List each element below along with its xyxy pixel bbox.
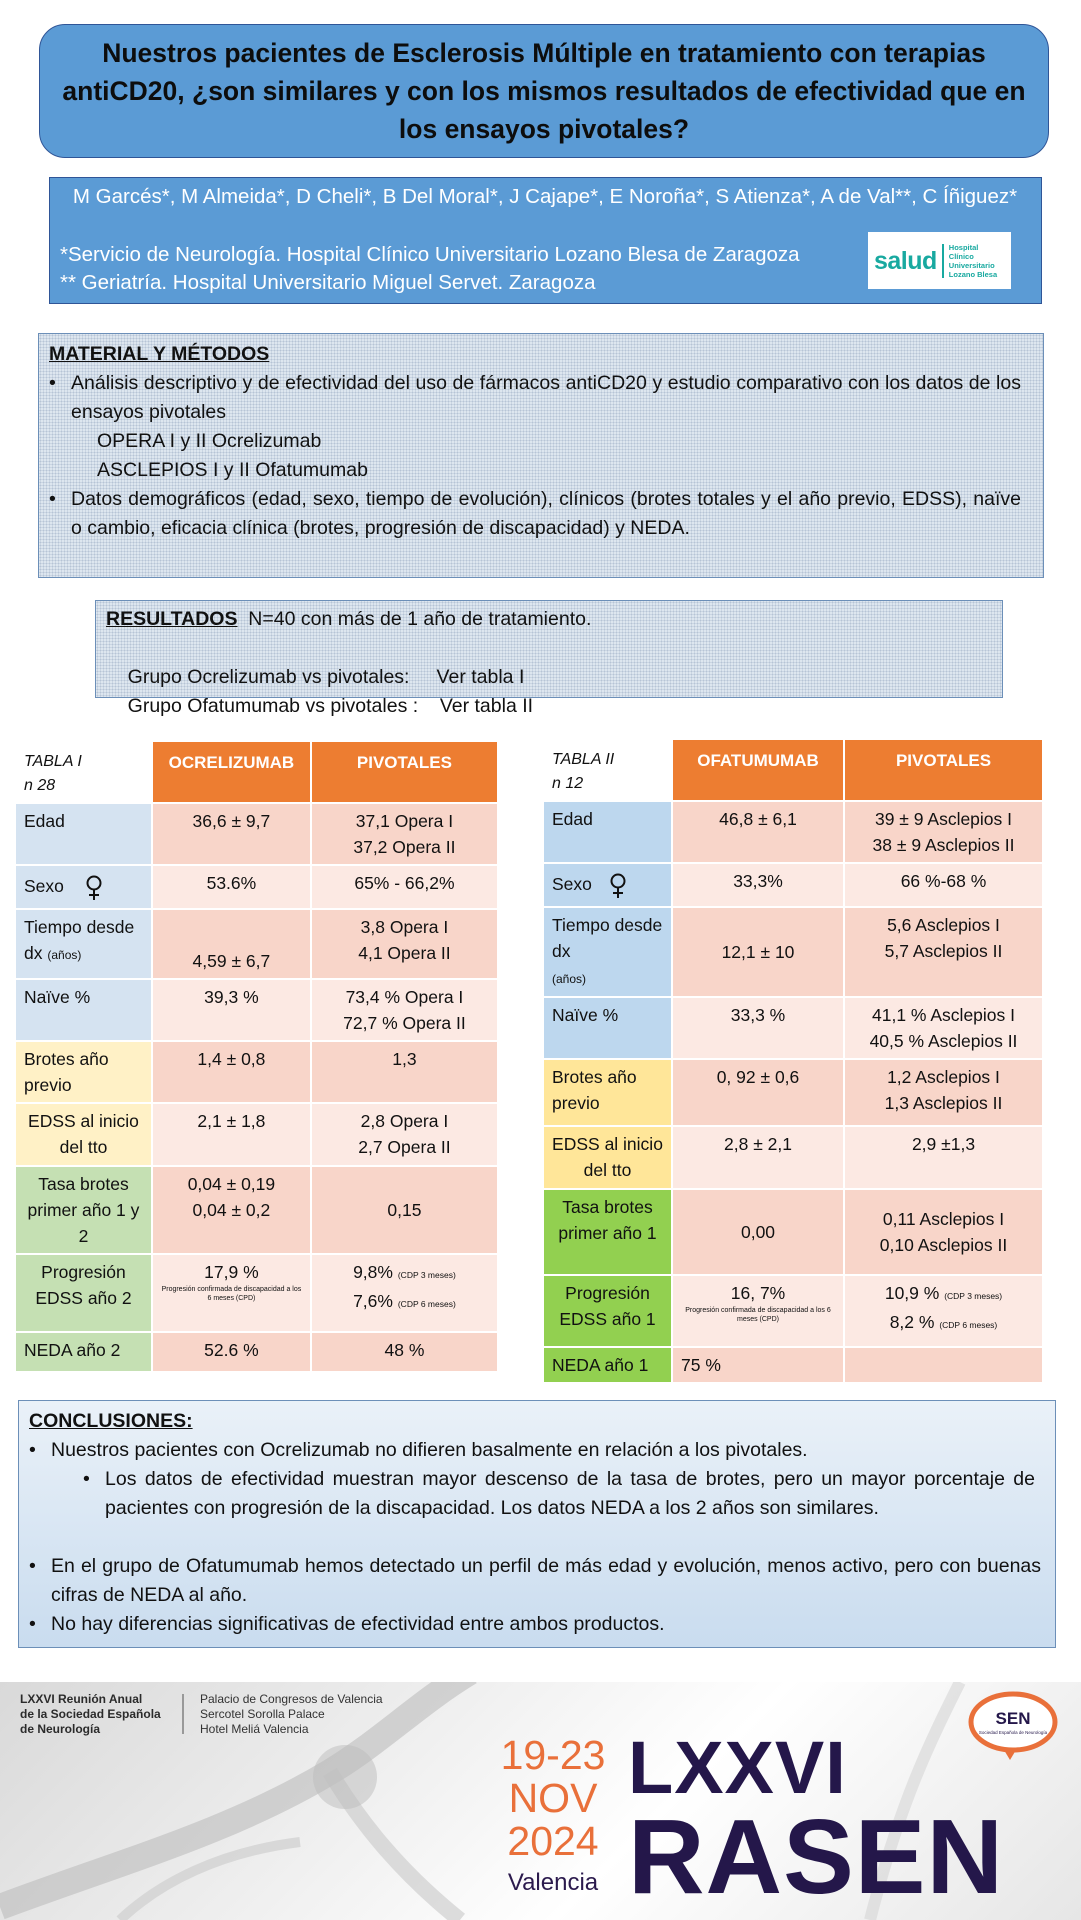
cell-value (672, 1275, 844, 1347)
cell-value (311, 1254, 498, 1332)
cell-value: 2,9 ±1,3 (844, 1126, 1043, 1189)
cell-line: 41,1 % Asclepios I (872, 1005, 1015, 1025)
cell-note: (CDP 3 meses) (944, 1291, 1003, 1301)
results-line-1 (106, 605, 591, 634)
table-row (543, 1189, 1043, 1275)
authors-banner (49, 177, 1042, 304)
cell-value (844, 907, 1043, 997)
results-title: RESULTADOS (106, 608, 238, 630)
author-names: M Garcés*, M Almeida*, D Cheli*, B Del Moral*, J Cajape*, E Noroña*, S Atienza*, A de Val**, C Íñiguez* (72, 185, 1018, 208)
table-caption (15, 741, 152, 803)
meeting-line-1: LXXVI Reunión Anual (20, 1692, 143, 1706)
cell-value (152, 1166, 311, 1254)
table-row (15, 979, 498, 1041)
cell-value (844, 997, 1043, 1059)
cell-value: 75 % (672, 1347, 844, 1383)
row-label (15, 865, 152, 909)
poster-title: Nuestros pacientes de Esclerosis Múltiple en tratamiento con terapias antiCD20, ¿son similares y con los mismos resultados de efectividad que en los ensayos pivotales? (62, 38, 1026, 144)
column-header: PIVOTALES (311, 741, 498, 803)
table-row (15, 909, 498, 979)
cell-line: 40,5 % Asclepios II (869, 1031, 1018, 1051)
cell-value (844, 1059, 1043, 1126)
methods-bullet-2 (41, 485, 1031, 543)
cell-line: 37,1 Opera I (355, 811, 454, 831)
cell-line: 39 ± 9 Asclepios I (874, 809, 1013, 829)
row-label: NEDA año 2 (15, 1332, 152, 1372)
row-label: Edad (543, 801, 672, 863)
cell-value (844, 801, 1043, 863)
cell-value (311, 803, 498, 865)
conclusions-section (18, 1400, 1056, 1648)
cell-value: 0, 92 ± 0,6 (672, 1059, 844, 1126)
cell-line: 9,8% (353, 1262, 393, 1282)
table-header-row (543, 739, 1043, 801)
cell-value (152, 1254, 311, 1332)
cell-line: 1,2 Asclepios I (887, 1067, 1000, 1087)
row-label-unit: (años) (47, 948, 82, 962)
meeting-line-3: de Neurología (20, 1722, 101, 1736)
methods-trial-asclepios: ASCLEPIOS I y II Ofatumumab (97, 459, 368, 481)
cell-line: 0,11 Asclepios I (882, 1209, 1005, 1229)
cell-value: 33,3 % (672, 997, 844, 1059)
cell-value: 0,00 (672, 1189, 844, 1275)
salud-logo-word: salud (874, 246, 937, 275)
venue-3: Hotel Meliá Valencia (200, 1722, 309, 1736)
cell-value: 39,3 % (152, 979, 311, 1041)
table-row (15, 1254, 498, 1332)
row-label: Progresión EDSS año 1 (543, 1275, 672, 1347)
conclusion-bullet-1-text (51, 1436, 808, 1465)
cell-value: 33,3% (672, 863, 844, 907)
methods-section (38, 333, 1044, 578)
conclusion-drug-ofatumumab: Ofatumumab (186, 1555, 299, 1577)
caption-line-1: TABLA I (24, 753, 82, 770)
row-label: Brotes año previo (15, 1041, 152, 1103)
cell-value (844, 1189, 1043, 1275)
table-row (543, 907, 1043, 997)
table-row (543, 1126, 1043, 1189)
cell-value (311, 1103, 498, 1166)
row-label (543, 863, 672, 907)
results-line-3-prefix: Grupo (127, 695, 182, 717)
caption-line-1: TABLA II (552, 751, 615, 768)
sen-logo-icon (964, 1688, 1062, 1762)
row-label: Naïve % (15, 979, 152, 1041)
cell-line: 72,7 % Opera II (343, 1013, 466, 1033)
table-row (15, 1103, 498, 1166)
row-label (543, 907, 672, 997)
footer-divider (182, 1694, 184, 1734)
row-label-text: Sexo (24, 876, 64, 897)
table-row (15, 1041, 498, 1103)
logo-line-2: Clínico (948, 251, 974, 261)
cell-value: 65% - 66,2% (311, 865, 498, 909)
cell-line: 17,9 % (204, 1262, 259, 1282)
cell-value: 66 %-68 % (844, 863, 1043, 907)
table-row (543, 1275, 1043, 1347)
table-row (15, 1166, 498, 1254)
cell-value: 48 % (311, 1332, 498, 1372)
row-label-text: Sexo (552, 874, 592, 895)
event-city: Valencia (507, 1869, 599, 1896)
column-header: OFATUMUMAB (672, 739, 844, 801)
conclusion-bullet-3-text (51, 1552, 1041, 1610)
cell-value: 1,4 ± 0,8 (152, 1041, 311, 1103)
conclusions-title: CONCLUSIONES: (29, 1410, 193, 1432)
conclusion-bullet-1 (21, 1436, 1041, 1465)
cell-value: 4,59 ± 6,7 (152, 909, 311, 979)
conclusion-bullet-2 (75, 1465, 1045, 1523)
cell-value (844, 1275, 1043, 1347)
cell-note: (CDP 6 meses) (397, 1299, 456, 1309)
meeting-name (20, 1692, 161, 1737)
conclusion-bullet-3 (21, 1552, 1041, 1610)
event-edition: LXXVI (628, 1726, 847, 1809)
methods-title: MATERIAL Y MÉTODOS (49, 343, 270, 365)
cell-value: 0,15 (311, 1166, 498, 1254)
methods-bullet-2-text: Datos demográficos (edad, sexo, tiempo de evolución), clínicos (brotes totales y el año previo, EDSS), naïve o cambio, eficacia clínica (brotes, progresión de discapacidad) y NEDA. (71, 488, 1021, 539)
affiliation-2: ** Geriatría. Hospital Universitario Miguel Servet. Zaragoza (60, 271, 596, 294)
cell-note: Progresión confirmada de discapacidad a los 6 meses (CPD) (685, 1307, 831, 1323)
salud-logo-divider (942, 244, 944, 278)
salud-logo-hospital (949, 243, 997, 279)
conclusion-3-suffix: hemos detectado un perfil de más edad y evolución, menos activo, pero con buenas cifras de NEDA al año. (51, 1555, 1042, 1606)
row-label: Naïve % (543, 997, 672, 1059)
conclusion-1-prefix: Nuestros pacientes con (51, 1439, 255, 1461)
cell-line: 8,2 % (889, 1312, 935, 1332)
conclusion-bullet-4 (21, 1610, 1041, 1639)
sen-logo-text: SEN (995, 1709, 1031, 1728)
venues-list (200, 1692, 383, 1737)
cell-value: 2,1 ± 1,8 (152, 1103, 311, 1166)
bullet-icon: • (29, 1439, 36, 1461)
cell-value: 2,8 ± 2,1 (672, 1126, 844, 1189)
cell-note: (CDP 3 meses) (397, 1270, 456, 1280)
congress-footer-banner (0, 1682, 1081, 1920)
results-line-3-suffix: vs pivotales : Ver tabla II (305, 695, 534, 717)
methods-bullet-1-text: Análisis descriptivo y de efectividad del uso de fármacos antiCD20 y estudio comparativo con los datos de los ensayos pivotales (71, 372, 1021, 423)
conclusion-drug-ocrelizumab: Ocrelizumab (260, 1439, 370, 1461)
table-caption (543, 739, 672, 801)
table-ocrelizumab (14, 740, 499, 1373)
table-header-row (15, 741, 498, 803)
cell-line: 5,6 Asclepios I (887, 915, 1000, 935)
cell-value: 52.6 % (152, 1332, 311, 1372)
sen-logo-subtext: Sociedad Española de Neurología (978, 1730, 1048, 1735)
table-row (15, 1332, 498, 1372)
table-ofatumumab (542, 738, 1044, 1384)
cell-line: 0,04 ± 0,2 (192, 1200, 271, 1220)
row-label: Progresión EDSS año 2 (15, 1254, 152, 1332)
table-row (15, 803, 498, 865)
cell-value: 36,6 ± 9,7 (152, 803, 311, 865)
caption-line-2: n 12 (552, 775, 584, 792)
cell-line: 10,9 % (884, 1283, 940, 1303)
methods-trial-opera: OPERA I y II Ocrelizumab (97, 430, 322, 452)
cell-value (311, 909, 498, 979)
table-row (543, 863, 1043, 907)
cell-line: 16, 7% (730, 1283, 786, 1303)
affiliation-1: *Servicio de Neurología. Hospital Clínico Universitario Lozano Blesa de Zaragoza (60, 243, 800, 266)
results-drug-ocrelizumab: Ocrelizumab (187, 666, 297, 688)
results-drug-ofatumumab: Ofatumumab (187, 695, 301, 717)
bullet-icon: • (49, 372, 56, 394)
bullet-icon: • (29, 1555, 36, 1577)
cell-value: 46,8 ± 6,1 (672, 801, 844, 863)
row-label: EDSS al inicio del tto (15, 1103, 152, 1166)
cell-line: 0,10 Asclepios II (879, 1235, 1008, 1255)
row-label (15, 909, 152, 979)
bullet-icon: • (29, 1613, 36, 1635)
cell-line: 5,7 Asclepios II (884, 941, 1003, 961)
cell-value: 1,3 (311, 1041, 498, 1103)
methods-bullet-1 (41, 369, 1031, 427)
event-dates (478, 1734, 628, 1863)
salud-hospital-logo (868, 232, 1011, 289)
cell-note: (CDP 6 meses) (939, 1320, 998, 1330)
cell-value (844, 1347, 1043, 1383)
cell-line: 7,6% (353, 1291, 393, 1311)
row-label: Edad (15, 803, 152, 865)
column-header: OCRELIZUMAB (152, 741, 311, 803)
bullet-icon: • (49, 488, 56, 510)
table-row (543, 997, 1043, 1059)
female-symbol-icon (83, 875, 105, 901)
cell-line: 37,2 Opera II (353, 837, 456, 857)
cell-value: 53.6% (152, 865, 311, 909)
caption-line-2: n 28 (24, 777, 56, 794)
cell-line: 73,4 % Opera I (345, 987, 464, 1007)
row-label-unit: (años) (552, 972, 587, 986)
event-year: 2024 (507, 1818, 599, 1864)
results-line-2-suffix: vs pivotales: Ver tabla I (302, 666, 525, 688)
conclusion-bullet-2-text: Los datos de efectividad muestran mayor descenso de la tasa de brotes, pero un mayor porcentaje de pacientes con progresión de la discapacidad. Los datos NEDA a los 2 años son similares. (105, 1468, 1035, 1519)
row-label: Brotes año previo (543, 1059, 672, 1126)
bullet-icon: • (83, 1468, 90, 1490)
cell-value: 12,1 ± 10 (672, 907, 844, 997)
results-line-3 (106, 663, 533, 750)
venue-1: Palacio de Congresos de Valencia (200, 1692, 383, 1706)
table-row (543, 1059, 1043, 1126)
logo-line-3: Universitario (948, 260, 995, 270)
cell-line: 38 ± 9 Asclepios II (872, 835, 1015, 855)
logo-line-1: Hospital (948, 242, 979, 252)
female-symbol-icon (607, 873, 629, 899)
row-label-text: Tiempo desde dx (24, 917, 135, 963)
meeting-line-2: de la Sociedad Española (20, 1707, 161, 1721)
conclusion-3-prefix: En el grupo de (51, 1555, 180, 1577)
results-line-2-prefix: Grupo (127, 666, 182, 688)
logo-line-4: Lozano Blesa (948, 269, 998, 279)
title-banner (39, 24, 1049, 158)
row-label: NEDA año 1 (543, 1347, 672, 1383)
cell-line: 3,8 Opera I (360, 917, 449, 937)
conclusion-1-suffix: no difieren basalmente en relación a los pivotales. (375, 1439, 808, 1461)
conclusion-bullet-4-text: No hay diferencias significativas de efectividad entre ambos productos. (51, 1613, 665, 1635)
row-label: EDSS al inicio del tto (543, 1126, 672, 1189)
row-label: Tasa brotes primer año 1 (543, 1189, 672, 1275)
results-n: N=40 con más de 1 año de tratamiento. (248, 608, 592, 630)
results-section (95, 600, 1003, 717)
cell-line: 2,8 Opera I (360, 1111, 449, 1131)
cell-line: 4,1 Opera II (358, 943, 451, 963)
cell-line: 2,7 Opera II (358, 1137, 451, 1157)
table-row (543, 1347, 1043, 1383)
cell-line: 0,04 ± 0,19 (187, 1174, 276, 1194)
row-label-text: Tiempo desde dx (552, 915, 663, 961)
table-row (543, 801, 1043, 863)
row-label: Tasa brotes primer año 1 y 2 (15, 1166, 152, 1254)
cell-line: 1,3 Asclepios II (884, 1093, 1003, 1113)
venue-2: Sercotel Sorolla Palace (200, 1707, 325, 1721)
cell-value (311, 979, 498, 1041)
event-month: NOV (508, 1775, 598, 1821)
column-header: PIVOTALES (844, 739, 1043, 801)
cell-note: Progresión confirmada de discapacidad a los 6 meses (CPD) (161, 1286, 302, 1302)
event-name: RASEN (628, 1798, 1005, 1916)
event-days: 19-23 (500, 1732, 606, 1778)
table-row (15, 865, 498, 909)
